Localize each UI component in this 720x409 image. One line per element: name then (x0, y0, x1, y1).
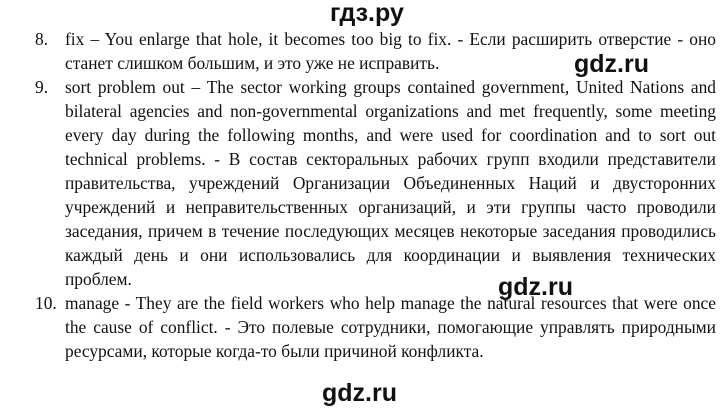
item-text: manage - They are the field workers who help manage the natural resources that were once the cause of conflict. - Это полевые сотрудники, помогающие управлять природными ресурсами, которые когда-то были причиной конфликта. (65, 293, 716, 361)
site-watermark-bottom: gdz.ru (322, 379, 397, 407)
item-text: sort problem out – The sector working groups contained government, United Nations and bilateral agencies and non-governmental organizations and met frequently, some meeting every day during the following months, and were used for coordination and to sort out technical problems. - В состав секторальных рабочих групп входили представители правительства, учреждений Организации Объединенных Наций и двусторонних учреждений и неправительственных организаций, и эти группы часто проводили заседания, причем в течение последующих месяцев некоторые заседания проводились каждый день и они использовались для координации и выявления технических проблем. (65, 77, 716, 289)
item-number: 8. (35, 29, 49, 49)
list-item (35, 291, 716, 363)
item-number: 9. (35, 77, 49, 97)
item-number: 10. (35, 293, 57, 313)
site-watermark: gdz.ru (574, 50, 649, 78)
site-watermark-top: гдз.ру (330, 0, 404, 27)
site-watermark: gdz.ru (498, 273, 573, 301)
list-item (35, 75, 716, 291)
item-text: fix – You enlarge that hole, it becomes too big to fix. - Если расширить отверстие - оно станет слишком большим, и это уже не исправить. (65, 29, 716, 73)
